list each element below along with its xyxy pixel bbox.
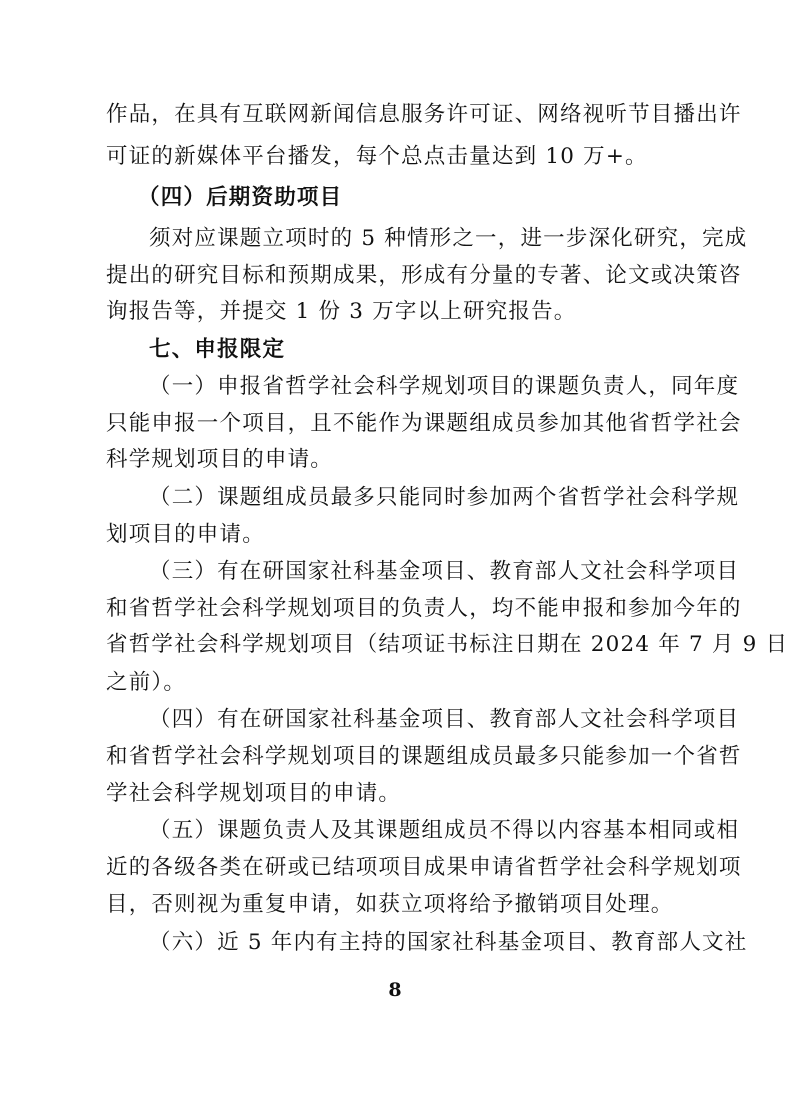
body-text-line: 划项目的申请。 — [106, 522, 265, 547]
body-text-line: 须对应课题立项时的 5 种情形之一，进一步深化研究，完成 — [149, 226, 748, 251]
body-text-line: （五）课题负责人及其课题组成员不得以内容基本相同或相 — [149, 818, 740, 843]
section-heading-application-limits: 七、申报限定 — [149, 337, 286, 362]
body-text-line: 和省哲学社会科学规划项目的课题组成员最多只能参加一个省哲 — [106, 744, 742, 769]
body-text-line: 作品，在具有互联网新闻信息服务许可证、网络视听节目播出许 — [106, 102, 742, 127]
body-text-line: 只能申报一个项目，且不能作为课题组成员参加其他省哲学社会 — [106, 411, 742, 436]
body-text-line: （三）有在研国家社科基金项目、教育部人文社会科学项目 — [149, 559, 740, 584]
body-text-line: 省哲学社会科学规划项目（结项证书标注日期在 2024 年 7 月 9 日 — [106, 632, 789, 657]
body-text-line: 询报告等，并提交 1 份 3 万字以上研究报告。 — [106, 299, 577, 324]
body-text-line: 之前）。 — [106, 670, 187, 695]
body-text-line: （四）有在研国家社科基金项目、教育部人文社会科学项目 — [149, 707, 740, 732]
body-text-line: 目，否则视为重复申请，如获立项将给予撤销项目处理。 — [106, 892, 674, 917]
body-text-line: 和省哲学社会科学规划项目的负责人，均不能申报和参加今年的 — [106, 596, 742, 621]
page-number: 8 — [388, 979, 402, 1001]
body-text-line: 学社会科学规划项目的申请。 — [106, 781, 402, 806]
body-text-line: 近的各级各类在研或已结项项目成果申请省哲学社会科学规划项 — [106, 855, 742, 880]
body-text-line: 科学规划项目的申请。 — [106, 447, 334, 472]
section-heading-post-funding: （四）后期资助项目 — [138, 185, 343, 210]
body-text-line: （六）近 5 年内有主持的国家社科基金项目、教育部人文社 — [149, 930, 748, 955]
body-text-line: 可证的新媒体平台播发，每个总点击量达到 10 万+。 — [106, 144, 648, 169]
body-text-line: （一）申报省哲学社会科学规划项目的课题负责人，同年度 — [149, 374, 740, 399]
body-text-line: （二）课题组成员最多只能同时参加两个省哲学社会科学规 — [149, 485, 740, 510]
body-text-line: 提出的研究目标和预期成果，形成有分量的专著、论文或决策咨 — [106, 263, 742, 288]
